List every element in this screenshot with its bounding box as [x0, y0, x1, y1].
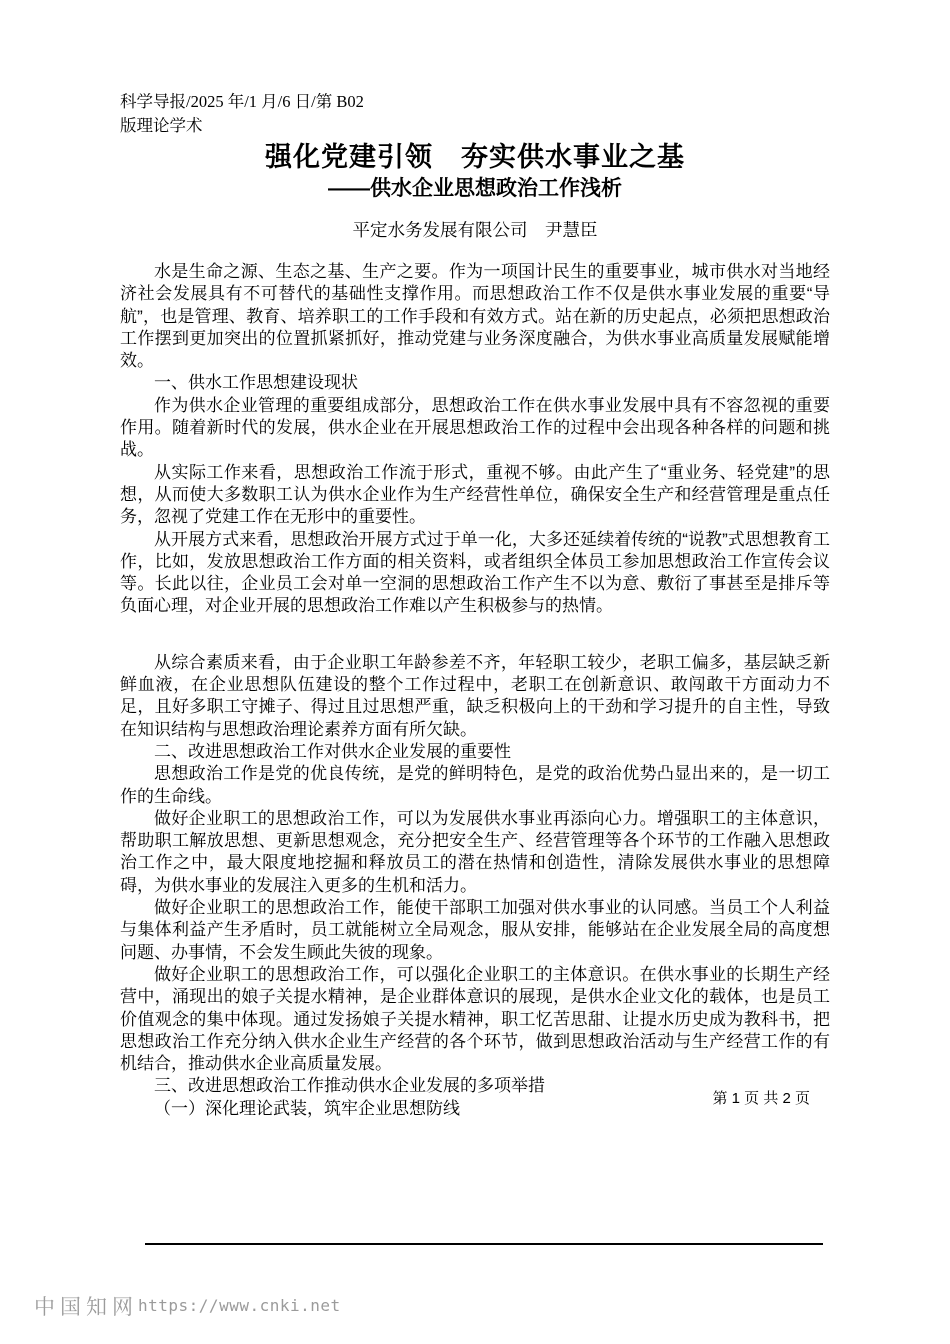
cnki-watermark-url: https://www.cnki.net [138, 1296, 341, 1315]
section-heading: （一）深化理论武装，筑牢企业思想防线 [154, 1098, 460, 1118]
article-subtitle: ——供水企业思想政治工作浅析 [328, 177, 622, 200]
section-heading: 一、供水工作思想建设现状 [154, 373, 358, 393]
page-number-indicator: 第 1 页 共 2 页 [712, 1090, 810, 1107]
publication-source-line: 科学导报/2025 年/1 月/6 日/第 B02 [120, 92, 364, 111]
section-heading: 二、改进思想政治工作对供水企业发展的重要性 [154, 741, 511, 761]
paragraph: 水是生命之源、生态之基、生产之要。作为一项国计民生的重要事业，城市供水对当地经济社会发展具有不可替代的基础性支撑作用。而思想政治工作不仅是供水事业发展的重要“导航”，也是管理、教育、培养职工的工作手段和有效方式。站在新的历史起点，必须把思想政治工作摆到更加突出的位置抓紧抓好，推动党建与业务深度融合，为供水事业高质量发展赋能增效。 [120, 262, 830, 371]
article-byline: 平定水务发展有限公司 尹慧臣 [352, 220, 598, 240]
article-title: 强化党建引领 夯实供水事业之基 [265, 142, 685, 172]
paragraph: 做好企业职工的思想政治工作，可以强化企业职工的主体意识。在供水事业的长期生产经营中，涌现出的娘子关提水精神，是企业群体意识的展现，是供水企业文化的载体，也是员工价值观念的集中体现。通过发扬娘子关提水精神，职工忆苦思甜、让提水历史成为教科书，把思想政治工作充分纳入供水企业生产经营的各个环节，做到思想政治活动与生产经营工作的有机结合，推动供水企业高质量发展。 [120, 964, 830, 1074]
paragraph: 做好企业职工的思想政治工作，能使干部职工加强对供水事业的认同感。当员工个人利益与集体利益产生矛盾时，员工就能树立全局观念，服从安排，能够站在企业发展全局的高度想问题、办事情，不会发生顾此失彼的现象。 [120, 898, 830, 962]
publication-header [120, 90, 840, 138]
paragraph: 做好企业职工的思想政治工作，可以为发展供水事业再添向心力。增强职工的主体意识，帮助职工解放思想、更新思想观念，充分把安全生产、经营管理等各个环节的工作融入思想政治工作之中，最大限度地挖掘和释放员工的潜在热情和创造性，清除发展供水事业的思想障碍，为供水事业的发展注入更多的生机和活力。 [120, 808, 830, 895]
paragraph: 思想政治工作是党的优良传统，是党的鲜明特色，是党的政治优势凸显出来的，是一切工作的生命线。 [120, 764, 830, 806]
paragraph: 从开展方式来看，思想政治开展方式过于单一化，大多还延续着传统的“说教”式思想教育工作，比如，发放思想政治工作方面的相关资料，或者组织全体员工参加思想政治工作宣传会议等。长此以往，企业员工会对单一空洞的思想政治工作产生不以为意、敷衍了事甚至是排斥等负面心理，对企业开展的思想政治工作难以产生积极参与的热情。 [120, 529, 830, 616]
paragraph: 作为供水企业管理的重要组成部分，思想政治工作在供水事业发展中具有不容忽视的重要作用。随着新时代的发展，供水企业在开展思想政治工作的过程中会出现各种各样的问题和挑战。 [120, 395, 830, 460]
publication-section-line: 版理论学术 [120, 116, 203, 135]
paragraph: 从综合素质来看，由于企业职工年龄参差不齐，年轻职工较少，老职工偏多，基层缺乏新鲜血液，在企业思想队伍建设的整个工作过程中，老职工在创新意识、敢闯敢干方面动力不足，且好多职工守摊子、得过且过思想严重，缺乏积极向上的干劲和学习提升的自主性，导致在知识结构与思想政治理论素养方面有所欠缺。 [120, 652, 830, 739]
footer-divider-line [145, 1243, 823, 1245]
section-heading: 三、改进思想政治工作推动供水企业发展的多项举措 [154, 1076, 545, 1096]
article-body [120, 261, 830, 1120]
paragraph: 从实际工作来看，思想政治工作流于形式，重视不够。由此产生了“重业务、轻党建”的思想，从而使大多数职工认为供水企业作为生产经营性单位，确保安全生产和经营管理是重点任务，忽视了党建工作在无形中的重要性。 [120, 462, 830, 527]
cnki-watermark-logo: 中国知网 [34, 1295, 138, 1319]
